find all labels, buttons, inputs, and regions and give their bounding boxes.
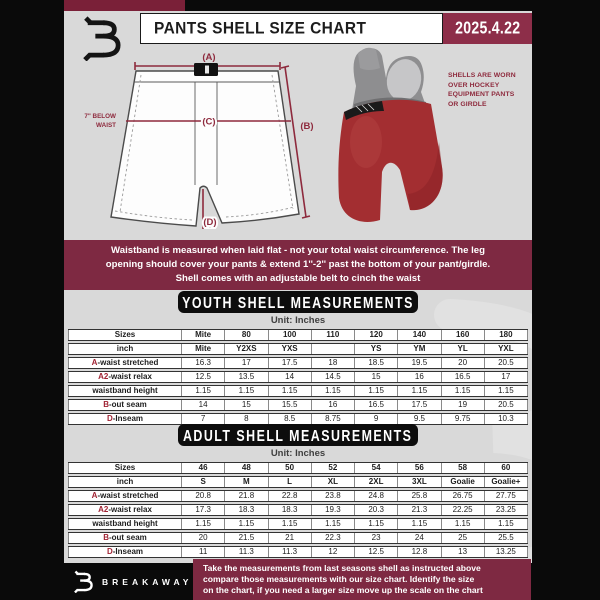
youth-heading (178, 291, 418, 313)
table-cell: 12.5 (182, 372, 225, 382)
table-cell: YL (442, 344, 485, 354)
table-cell: 22.25 (442, 505, 485, 515)
row-label: inch (68, 344, 182, 354)
table-row (68, 357, 528, 369)
table-cell: 54 (355, 463, 398, 473)
table-cell: 20.8 (182, 491, 225, 501)
table-cell: 1.15 (225, 519, 268, 529)
table-cell: 46 (182, 463, 225, 473)
table-row (68, 490, 528, 502)
table-cell: 12.8 (398, 547, 441, 557)
waist-note-line1: 7" BELOW (84, 113, 116, 120)
adult-heading (178, 424, 418, 446)
table-cell: 16 (398, 372, 441, 382)
table-cell: 25.8 (398, 491, 441, 501)
table-cell: 180 (485, 330, 528, 340)
table-cell: Goalie+ (485, 477, 528, 487)
table-cell: 11.3 (225, 547, 268, 557)
table-row (68, 371, 528, 383)
table-cell: 58 (442, 463, 485, 473)
info-banner-line: Waistband is measured when laid flat - not your total waist circumference. The leg (111, 245, 485, 256)
table-cell: 7 (182, 414, 225, 424)
table-cell: 160 (442, 330, 485, 340)
document (64, 11, 532, 563)
table-cell: 20.5 (485, 358, 528, 368)
table-cell: 1.15 (355, 519, 398, 529)
table-row (68, 399, 528, 411)
table-cell: 27.75 (485, 491, 528, 501)
date-text: 2025.4.22 (454, 18, 521, 39)
table-cell: 9 (355, 414, 398, 424)
table-cell: 18.3 (225, 505, 268, 515)
measurement-label-c: (C) (202, 116, 216, 128)
table-cell: 16 (312, 400, 355, 410)
table-cell: 52 (312, 463, 355, 473)
table-cell: 20 (442, 358, 485, 368)
table-cell: 2XL (355, 477, 398, 487)
info-banner (64, 240, 532, 290)
table-cell: 22.8 (269, 491, 312, 501)
table-cell: 14.5 (312, 372, 355, 382)
table-cell: 120 (355, 330, 398, 340)
table-row (68, 532, 528, 544)
table-cell: 1.15 (182, 386, 225, 396)
table-cell: 60 (485, 463, 528, 473)
row-label-letter: D (106, 546, 113, 556)
table-cell: 21 (269, 533, 312, 543)
table-cell: 50 (269, 463, 312, 473)
info-banner-line: Shell comes with an adjustable belt to cinch the waist (175, 273, 421, 284)
row-label: A2-waist relax (68, 505, 182, 515)
row-label-letter: D (106, 413, 113, 423)
top-accent-strip (64, 0, 185, 11)
footer-note-line: on the chart, if you need a larger size move up the scale on the chart (203, 585, 483, 595)
table-cell: 26.75 (442, 491, 485, 501)
table-cell: YS (355, 344, 398, 354)
table-cell: 1.15 (442, 519, 485, 529)
table-cell: YXL (485, 344, 528, 354)
row-label: D-Inseam (68, 547, 182, 557)
table-cell: 1.15 (312, 386, 355, 396)
table-cell: 17.5 (269, 358, 312, 368)
row-label: waistband height (68, 519, 182, 529)
shell-note (448, 71, 532, 109)
table-cell: 48 (225, 463, 268, 473)
table-cell: 16.5 (442, 372, 485, 382)
table-cell: 1.15 (398, 386, 441, 396)
row-label: B-out seam (68, 533, 182, 543)
table-cell: 3XL (398, 477, 441, 487)
table-cell: XL (312, 477, 355, 487)
waist-note-line2: WAIST (96, 122, 116, 129)
table-cell: 23 (355, 533, 398, 543)
info-banner-line: opening should cover your pants & extend 1''-2'' past the bottom of your pant/girdle. (105, 259, 491, 270)
table-cell: 11 (182, 547, 225, 557)
table-cell: M (225, 477, 268, 487)
youth-table (68, 329, 528, 427)
table-cell: 12 (312, 547, 355, 557)
table-cell: Goalie (442, 477, 485, 487)
table-cell: L (269, 477, 312, 487)
row-label: B-out seam (68, 400, 182, 410)
shell-note-line: OR GIRDLE (448, 100, 487, 108)
table-row (68, 546, 528, 558)
table-cell: 21.8 (225, 491, 268, 501)
table-cell: 1.15 (485, 519, 528, 529)
table-cell: Mite (182, 330, 225, 340)
table-cell: 56 (398, 463, 441, 473)
table-cell: 20.3 (355, 505, 398, 515)
adult-unit-label: Unit: Inches (270, 448, 326, 459)
table-cell: 9.75 (442, 414, 485, 424)
footer-note-line: compare those measurements with our size chart. Identify the size (203, 574, 475, 584)
date-badge (443, 13, 532, 44)
table-row (68, 343, 528, 355)
table-cell: 10.3 (485, 414, 528, 424)
table-cell: 20.5 (485, 400, 528, 410)
table-cell: 11.3 (269, 547, 312, 557)
table-cell: 13 (442, 547, 485, 557)
row-label-letter: A (91, 357, 98, 367)
table-cell: 18.5 (355, 358, 398, 368)
table-cell: 15.5 (269, 400, 312, 410)
brand-logo-icon (74, 570, 93, 593)
table-cell: 15 (355, 372, 398, 382)
table-cell: 21.5 (225, 533, 268, 543)
row-label-letter: B (103, 532, 109, 542)
measurement-label-a: (A) (202, 52, 216, 63)
table-cell: 18 (312, 358, 355, 368)
table-cell: 13.25 (485, 547, 528, 557)
shell-note-line: EQUIPMENT PANTS (448, 91, 515, 98)
table-cell: 20 (182, 533, 225, 543)
footer-note-line: Take the measurements from last seasons shell as instructed above (203, 563, 481, 573)
table-cell: 14 (182, 400, 225, 410)
table-cell: 18.3 (269, 505, 312, 515)
row-label: A2-waist relax (68, 372, 182, 382)
table-cell: 9.5 (398, 414, 441, 424)
row-label-letter: B (103, 399, 109, 409)
row-label: Sizes (68, 463, 182, 473)
table-cell: 8.5 (269, 414, 312, 424)
table-cell: 1.15 (269, 386, 312, 396)
table-cell: 8.75 (312, 414, 355, 424)
table-cell: 25.5 (485, 533, 528, 543)
table-cell: S (182, 477, 225, 487)
table-cell: 1.15 (485, 386, 528, 396)
adult-heading-text: ADULT SHELL MEASUREMENTS (183, 426, 413, 444)
table-cell: 1.15 (225, 386, 268, 396)
table-cell: 8 (225, 414, 268, 424)
row-label: inch (68, 477, 182, 487)
table-cell: 13.5 (225, 372, 268, 382)
table-cell: 1.15 (312, 519, 355, 529)
table-row (68, 329, 528, 341)
table-cell: 1.15 (182, 519, 225, 529)
table-cell: Y2XS (225, 344, 268, 354)
row-label: A-waist stretched (68, 358, 182, 368)
table-cell: 19.5 (398, 358, 441, 368)
table-cell: 19 (442, 400, 485, 410)
shell-note-line: OVER HOCKEY (448, 81, 500, 89)
youth-unit-label: Unit: Inches (270, 315, 326, 326)
row-label-letter: A2 (98, 504, 109, 514)
shell-note-line: SHELLS ARE WORN (448, 72, 516, 79)
measurement-label-b: (B) (300, 121, 314, 132)
table-cell: 23.8 (312, 491, 355, 501)
table-cell: YXS (269, 344, 312, 354)
row-label: D-Inseam (68, 414, 182, 424)
table-cell: 21.3 (398, 505, 441, 515)
table-cell: 1.15 (269, 519, 312, 529)
row-label: waistband height (68, 386, 182, 396)
pants-diagram (78, 49, 320, 237)
table-cell: Mite (182, 344, 225, 354)
shell-photo (336, 42, 458, 232)
table-cell: 17.5 (398, 400, 441, 410)
youth-heading-text: YOUTH SHELL MEASUREMENTS (182, 293, 414, 311)
table-cell: 1.15 (398, 519, 441, 529)
shorts-outline (111, 71, 299, 226)
table-cell: 15 (225, 400, 268, 410)
row-label-letter: A (91, 490, 98, 500)
table-cell: 17.3 (182, 505, 225, 515)
table-cell: 1.15 (442, 386, 485, 396)
table-cell: YM (398, 344, 441, 354)
footer-brand (74, 570, 192, 593)
row-label: A-waist stretched (68, 491, 182, 501)
row-label-letter: A2 (98, 371, 109, 381)
table-cell: 140 (398, 330, 441, 340)
table-cell: 19.3 (312, 505, 355, 515)
table-row (68, 518, 528, 530)
table-cell: 16.3 (182, 358, 225, 368)
table-cell: 110 (312, 330, 355, 340)
table-cell (312, 344, 355, 354)
table-cell: 100 (269, 330, 312, 340)
table-cell: 12.5 (355, 547, 398, 557)
table-cell: 24.8 (355, 491, 398, 501)
measurement-label-d: (D) (203, 217, 217, 228)
table-cell: 16.5 (355, 400, 398, 410)
table-cell: 17 (485, 372, 528, 382)
table-cell: 24 (398, 533, 441, 543)
table-cell: 22.3 (312, 533, 355, 543)
table-row (68, 476, 528, 488)
table-cell: 14 (269, 372, 312, 382)
table-cell: 17 (225, 358, 268, 368)
table-cell: 80 (225, 330, 268, 340)
table-row (68, 385, 528, 397)
adult-table (68, 462, 528, 560)
footer-brand-text: BREAKAWAY (102, 576, 193, 587)
footer-note (193, 559, 531, 600)
title-box (140, 13, 443, 44)
table-cell: 23.25 (485, 505, 528, 515)
table-row (68, 504, 528, 516)
table-row (68, 462, 528, 474)
table-cell: 25 (442, 533, 485, 543)
table-cell: 1.15 (355, 386, 398, 396)
page-title: PANTS SHELL SIZE CHART (154, 18, 367, 38)
row-label: Sizes (68, 330, 182, 340)
